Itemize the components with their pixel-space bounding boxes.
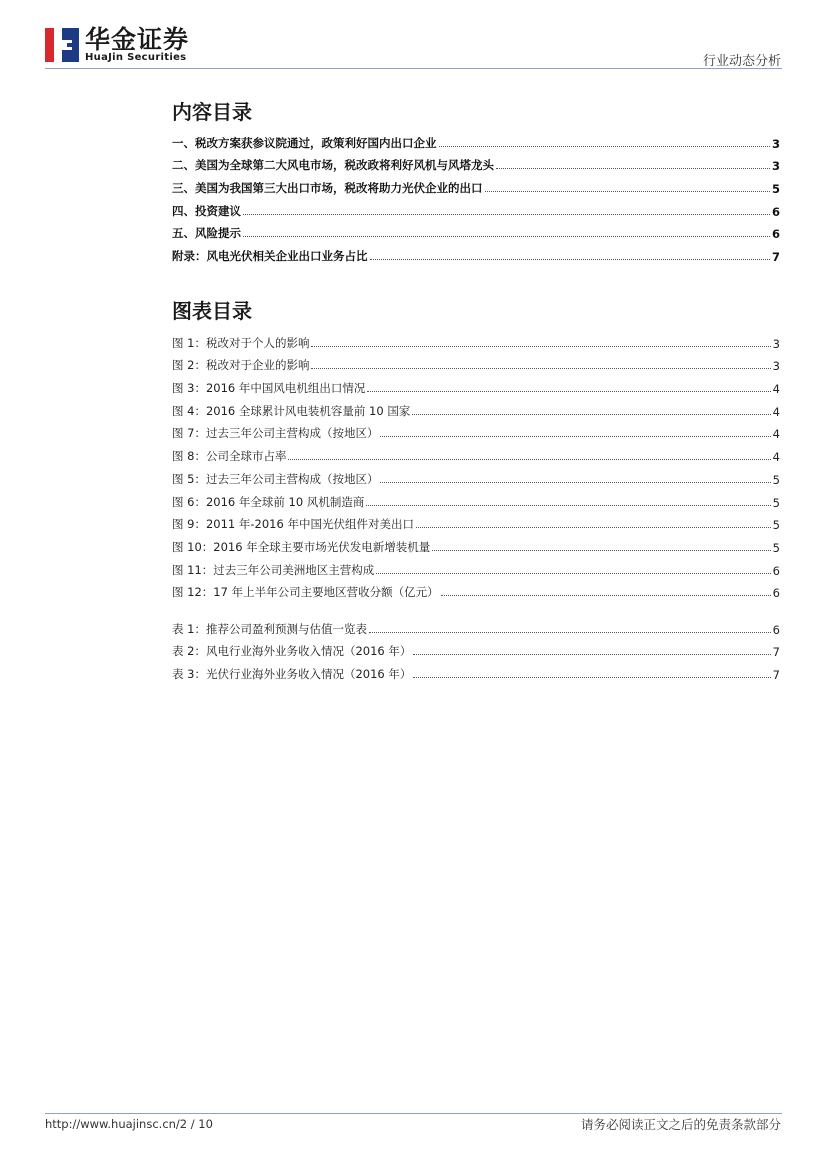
table-entry-label: 表 2：风电行业海外业务收入情况（2016 年）: [172, 644, 412, 659]
dot-leader: [311, 368, 770, 369]
figure-entry[interactable]: [172, 441, 780, 464]
dot-leader: [369, 632, 771, 633]
figure-entry-page: 4: [772, 427, 780, 442]
table-entry-label: 表 3：光伏行业海外业务收入情况（2016 年）: [172, 667, 412, 682]
figure-entry-label: 图 10：2016 年全球主要市场光伏发电新增装机量: [172, 539, 431, 554]
dot-leader: [413, 677, 770, 678]
dot-leader: [416, 527, 771, 528]
figure-entry[interactable]: [172, 510, 780, 533]
toc-entry[interactable]: [172, 173, 780, 196]
dot-leader: [496, 168, 770, 169]
toc-entry-label: 二、美国为全球第二大风电市场，税改政将利好风机与风塔龙头: [172, 158, 494, 173]
header-divider: [45, 68, 782, 69]
toc-entry[interactable]: [172, 241, 780, 264]
figures-list: [172, 328, 780, 600]
figure-entry[interactable]: [172, 419, 780, 442]
figure-entry-page: 4: [772, 404, 780, 419]
dot-leader: [485, 191, 770, 192]
figure-entry-page: 4: [772, 450, 780, 465]
dot-leader: [311, 346, 770, 347]
toc-entry-page: 3: [771, 159, 780, 174]
figure-entry-label: 图 12：17 年上半年公司主要地区营收分额（亿元）: [172, 585, 439, 600]
toc-entry-page: 6: [771, 227, 780, 242]
tables-list: [172, 614, 780, 682]
toc-entry-label: 一、税改方案获参议院通过，政策利好国内出口企业: [172, 135, 437, 150]
figure-entry-label: 图 1：税改对于个人的影响: [172, 335, 310, 350]
figure-entry-label: 图 6：2016 年全球前 10 风机制造商: [172, 494, 365, 509]
contents-title: 内容目录: [172, 100, 252, 124]
huajin-logo-icon: [45, 28, 79, 62]
dot-leader: [380, 436, 770, 437]
figure-entry[interactable]: [172, 464, 780, 487]
figure-entry-page: 5: [772, 518, 780, 533]
footer-disclaimer: 请务必阅读正文之后的免责条款部分: [580, 1117, 781, 1132]
toc-entry-page: 5: [771, 182, 780, 197]
table-entry-page: 7: [772, 668, 780, 683]
dot-leader: [413, 654, 770, 655]
figure-entry-label: 图 4：2016 全球累计风电装机容量前 10 国家: [172, 403, 411, 418]
dot-leader: [288, 459, 770, 460]
toc-entry-label: 三、美国为我国第三大出口市场，税改将助力光伏企业的出口: [172, 181, 483, 196]
table-entry[interactable]: [172, 659, 780, 682]
dot-leader: [243, 236, 770, 237]
figure-entry-page: 6: [772, 586, 780, 601]
table-entry-page: 7: [772, 645, 780, 660]
dot-leader: [441, 595, 771, 596]
report-type: 行业动态分析: [702, 54, 781, 69]
toc-entry[interactable]: [172, 151, 780, 174]
dot-leader: [367, 391, 770, 392]
figure-entry-label: 图 3：2016 年中国风电机组出口情况: [172, 381, 366, 396]
figures-title: 图表目录: [172, 299, 252, 323]
toc-entry[interactable]: [172, 196, 780, 219]
toc-entry[interactable]: [172, 128, 780, 151]
figure-entry-label: 图 7：过去三年公司主营构成（按地区）: [172, 426, 379, 441]
table-entry-page: 6: [772, 622, 780, 637]
figure-entry-page: 3: [772, 336, 780, 351]
footer-divider: [45, 1113, 782, 1114]
contents-list: [172, 128, 780, 264]
figure-entry[interactable]: [172, 396, 780, 419]
toc-entry-label: 四、投资建议: [172, 203, 241, 218]
logo-chinese-name: 华金证券: [85, 25, 190, 54]
figure-entry[interactable]: [172, 555, 780, 578]
figure-entry-page: 5: [772, 472, 780, 487]
page-header: [0, 0, 827, 70]
figure-entry[interactable]: [172, 532, 780, 555]
figure-entry-label: 图 8：公司全球市占率: [172, 449, 287, 464]
footer-url-page[interactable]: http://www.huajinsc.cn/2 / 10: [45, 1117, 213, 1131]
figure-entry-page: 6: [772, 563, 780, 578]
figure-entry[interactable]: [172, 351, 780, 374]
toc-entry[interactable]: [172, 219, 780, 242]
table-entry[interactable]: [172, 614, 780, 637]
figure-entry-page: 5: [772, 540, 780, 555]
toc-entry-page: 3: [771, 136, 780, 151]
figure-entry-page: 4: [772, 382, 780, 397]
dot-leader: [243, 214, 770, 215]
dot-leader: [432, 550, 770, 551]
figure-entry[interactable]: [172, 578, 780, 601]
figure-entry-label: 图 9：2011 年-2016 年中国光伏组件对美出口: [172, 517, 414, 532]
toc-entry-page: 6: [771, 204, 780, 219]
toc-entry-label: 附录：风电光伏相关企业出口业务占比: [172, 249, 368, 264]
figure-entry[interactable]: [172, 328, 780, 351]
dot-leader: [366, 505, 770, 506]
dot-leader: [370, 259, 770, 260]
toc-entry-label: 五、风险提示: [172, 226, 241, 241]
figure-entry-label: 图 5：过去三年公司主营构成（按地区）: [172, 471, 379, 486]
table-entry-label: 表 1：推荐公司盈利预测与估值一览表: [172, 621, 367, 636]
dot-leader: [439, 146, 770, 147]
figure-entry-page: 5: [772, 495, 780, 510]
toc-entry-page: 7: [771, 250, 780, 265]
dot-leader: [376, 573, 770, 574]
dot-leader: [380, 482, 770, 483]
logo-english-name: HuaJin Securities: [85, 52, 187, 63]
figure-entry-label: 图 2：税改对于企业的影响: [172, 358, 310, 373]
figure-entry-label: 图 11：过去三年公司美洲地区主营构成: [172, 562, 375, 577]
table-entry[interactable]: [172, 637, 780, 660]
figure-entry[interactable]: [172, 373, 780, 396]
figure-entry[interactable]: [172, 487, 780, 510]
dot-leader: [412, 414, 770, 415]
figure-entry-page: 3: [772, 359, 780, 374]
